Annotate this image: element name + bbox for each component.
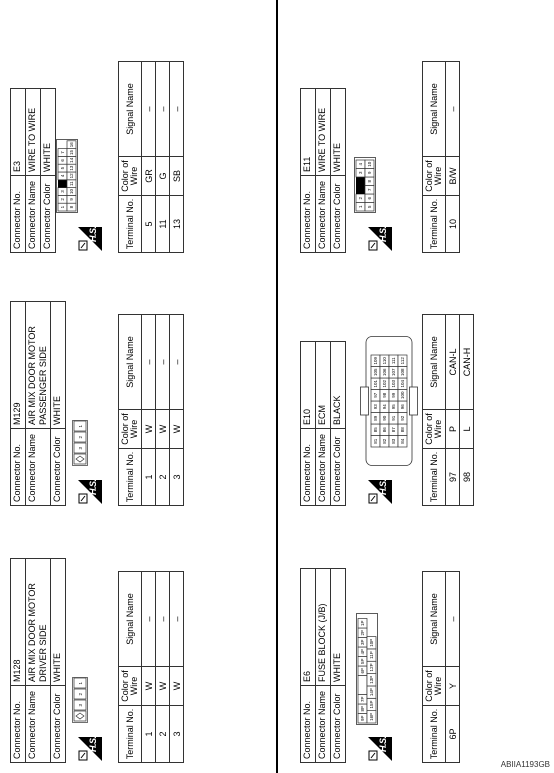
connector-face-m129 xyxy=(72,420,88,466)
pin-label: 1 xyxy=(358,205,364,209)
connector-name: WIRE TO WIRE xyxy=(316,89,331,176)
terminal-table: Terminal No. Color of Wire Signal Name 10 B/W – xyxy=(422,61,460,253)
connector-block-e6 xyxy=(300,513,458,763)
pin-label: 95 xyxy=(391,404,397,410)
table-row: 11 G – xyxy=(156,62,170,253)
table-row: 10 B/W – xyxy=(446,62,460,253)
pin-label: 94 xyxy=(382,404,388,410)
pin-label: 112 xyxy=(400,357,406,365)
pin-label: 110 xyxy=(382,357,388,365)
pin-label: 3 xyxy=(358,171,364,175)
pin-label: 86 xyxy=(382,427,388,433)
pin-label: 85 xyxy=(373,427,379,433)
pin-label: 106 xyxy=(382,368,388,377)
pin-label: 14 xyxy=(69,157,75,163)
pin-label: 4 xyxy=(358,162,364,166)
pin-label: 105 xyxy=(373,368,379,377)
connector-face-e3 xyxy=(56,139,78,213)
svg-text:2: 2 xyxy=(78,692,83,696)
pin-label: 11P xyxy=(369,651,375,659)
pin-label: 97 xyxy=(373,392,379,398)
table-row: 2 W – xyxy=(156,572,170,763)
pin-label: 109 xyxy=(373,356,379,365)
connector-name: AIR MIX DOOR MOTOR PASSENGER SIDE xyxy=(26,302,51,429)
connector-name: WIRE TO WIRE xyxy=(26,89,41,176)
pin-label: 84 xyxy=(400,438,406,444)
table-row: 1 W – xyxy=(142,572,156,763)
pin-label: 8P xyxy=(360,705,366,712)
pin-label: 91 xyxy=(391,415,397,421)
hs-icon: H.S. xyxy=(368,737,392,761)
connector-no: M128 xyxy=(11,559,26,686)
pin-label: 9P xyxy=(360,715,366,722)
pin-label: 8 xyxy=(69,205,75,209)
pin-label: 3 xyxy=(60,190,66,193)
figure-id: ABIIA1193GB xyxy=(500,760,550,769)
pin-label: 96 xyxy=(400,404,406,410)
connector-face-e6 xyxy=(356,613,378,725)
svg-text:1: 1 xyxy=(78,424,83,428)
connector-color: WHITE xyxy=(331,89,346,176)
pin-label: 12 xyxy=(69,173,75,179)
connector-color: WHITE xyxy=(331,569,346,686)
connector-block-e3 xyxy=(10,3,182,253)
pin-label: 12P xyxy=(369,663,375,672)
connector-info-table: Connector No. M129 Connector Name AIR MIX DOOR MOTOR PASSENGER SIDE Connector Color WHITE xyxy=(10,301,66,506)
pin-label: 99 xyxy=(391,392,397,398)
svg-text:1: 1 xyxy=(78,681,83,685)
pin-label: 1P xyxy=(360,620,366,627)
connector-latch xyxy=(410,387,418,415)
connector-color: WHITE xyxy=(51,302,66,429)
connector-no: M129 xyxy=(11,302,26,429)
connector-no: E6 xyxy=(301,569,316,686)
connector-block-e11 xyxy=(300,3,458,253)
pin-label: 108 xyxy=(400,368,406,377)
table-row: 97 P CAN-L xyxy=(446,315,460,506)
pin-label: 16P xyxy=(369,712,375,721)
terminal-table: Terminal No. Color of Wire Signal Name 5 GR – 11 G – 13 SB – xyxy=(118,61,184,253)
pin-label: 6P xyxy=(360,667,366,674)
pin-label: 9 xyxy=(367,171,373,175)
terminal-table: Terminal No. Color of Wire Signal Name 1 W – 2 W – 3 W – xyxy=(118,314,184,506)
pin-label: 2 xyxy=(358,196,364,200)
pin-label: 90 xyxy=(382,415,388,421)
connector-color: WHITE xyxy=(41,89,56,176)
pin-label: 4P xyxy=(360,648,366,655)
pin-label: 5 xyxy=(60,166,66,170)
connector-info-table: Connector No. E6 Connector Name FUSE BLOCK (J/B) Connector Color WHITE xyxy=(300,568,346,763)
hs-icon: H.S. xyxy=(78,737,102,761)
pin-label: 7P xyxy=(360,696,366,703)
connector-name: FUSE BLOCK (J/B) xyxy=(316,569,331,686)
connector-block-e10 xyxy=(300,256,472,506)
connector-block-m128 xyxy=(10,513,182,763)
table-row: 98 L CAN-H xyxy=(460,315,474,506)
connector-face-e11 xyxy=(354,157,376,213)
connector-info-table: Connector No. M128 Connector Name AIR MIX DOOR MOTOR DRIVER SIDE Connector Color WHITE xyxy=(10,558,66,763)
table-row: 5 GR – xyxy=(142,62,156,253)
pin-label: 1 xyxy=(60,205,66,209)
pin-label: 6 xyxy=(60,159,66,162)
pin-label: 107 xyxy=(391,368,397,377)
pin-label: 3P xyxy=(360,639,366,646)
connector-no: E10 xyxy=(301,342,316,429)
connector-key xyxy=(358,676,367,695)
pin-label: 14P xyxy=(369,688,375,697)
terminal-table: Terminal No. Color of Wire Signal Name 6P Y – xyxy=(422,571,460,763)
pin-label: 98 xyxy=(382,392,388,398)
pin-label: 111 xyxy=(391,357,397,365)
pin-label: 2P xyxy=(360,629,366,636)
hs-icon: H.S. xyxy=(368,227,392,251)
pin-label: 81 xyxy=(373,438,379,444)
connector-key xyxy=(356,177,365,194)
pin-label: 102 xyxy=(382,379,388,388)
pin-label: 9 xyxy=(69,198,75,201)
pin-label: 104 xyxy=(400,379,406,388)
pin-label: 103 xyxy=(391,379,397,388)
pin-label: 82 xyxy=(382,438,388,444)
pin-label: 15 xyxy=(69,149,75,156)
connector-key xyxy=(58,180,67,188)
pin-label: 93 xyxy=(373,404,379,410)
pin-label: 13 xyxy=(69,165,75,171)
pin-label: 101 xyxy=(373,379,379,388)
table-row: 13 SB – xyxy=(170,62,184,253)
pin-label: 8 xyxy=(367,179,373,183)
svg-text:3: 3 xyxy=(78,703,83,707)
pin-label: 10P xyxy=(369,638,375,647)
connector-latch xyxy=(361,387,369,415)
table-row: 3 W – xyxy=(170,572,184,763)
pin-label: 7 xyxy=(367,188,373,192)
connector-face-e10 xyxy=(360,336,418,466)
pin-label: 11 xyxy=(69,181,75,187)
connector-no: E11 xyxy=(301,89,316,176)
hs-icon: H.S. xyxy=(78,480,102,504)
connector-name: ECM xyxy=(316,342,331,429)
pin-label: 6 xyxy=(367,196,373,200)
pin-label: 92 xyxy=(400,415,406,421)
pin-label: 10 xyxy=(367,161,373,167)
pin-label: 5P xyxy=(360,658,366,665)
table-row: 1 W – xyxy=(142,315,156,506)
connector-face-m128 xyxy=(72,677,88,723)
table-row: 3 W – xyxy=(170,315,184,506)
table-row: 6P Y – xyxy=(446,572,460,763)
pin-label: 10 xyxy=(69,188,75,195)
connector-color: BLACK xyxy=(331,342,346,429)
terminal-table: Terminal No. Color of Wire Signal Name 1 W – 2 W – 3 W – xyxy=(118,571,184,763)
section-divider xyxy=(276,0,278,773)
connector-name: AIR MIX DOOR MOTOR DRIVER SIDE xyxy=(26,559,51,686)
svg-text:3: 3 xyxy=(78,446,83,450)
pin-label: 2 xyxy=(60,198,66,201)
pin-label: 5 xyxy=(367,205,373,209)
hs-icon: H.S. xyxy=(78,227,102,251)
pin-label: 4 xyxy=(60,174,66,178)
pin-label: 89 xyxy=(373,415,379,421)
pin-label: 100 xyxy=(400,391,406,400)
table-row: 2 W – xyxy=(156,315,170,506)
terminal-table: Terminal No. Color of Wire Signal Name 97 P CAN-L 98 L CAN-H xyxy=(422,314,474,506)
connector-block-m129 xyxy=(10,256,182,506)
pin-label: 13P xyxy=(369,675,375,684)
pin-label: 16 xyxy=(69,142,75,148)
pin-label: 87 xyxy=(391,427,397,433)
pin-label: 88 xyxy=(400,427,406,433)
connector-color: WHITE xyxy=(51,559,66,686)
connector-info-table: Connector No. E10 Connector Name ECM Connector Color BLACK xyxy=(300,341,346,506)
svg-text:2: 2 xyxy=(78,435,83,439)
hs-icon: H.S. xyxy=(368,480,392,504)
connector-no: E3 xyxy=(11,89,26,176)
pin-label: 83 xyxy=(391,438,397,444)
connector-info-table: Connector No. E11 Connector Name WIRE TO WIRE Connector Color WHITE xyxy=(300,88,346,253)
pin-label: 7 xyxy=(60,151,66,154)
connector-info-table: Connector No. E3 Connector Name WIRE TO WIRE Connector Color WHITE xyxy=(10,88,56,253)
pin-label: 15P xyxy=(369,700,375,709)
